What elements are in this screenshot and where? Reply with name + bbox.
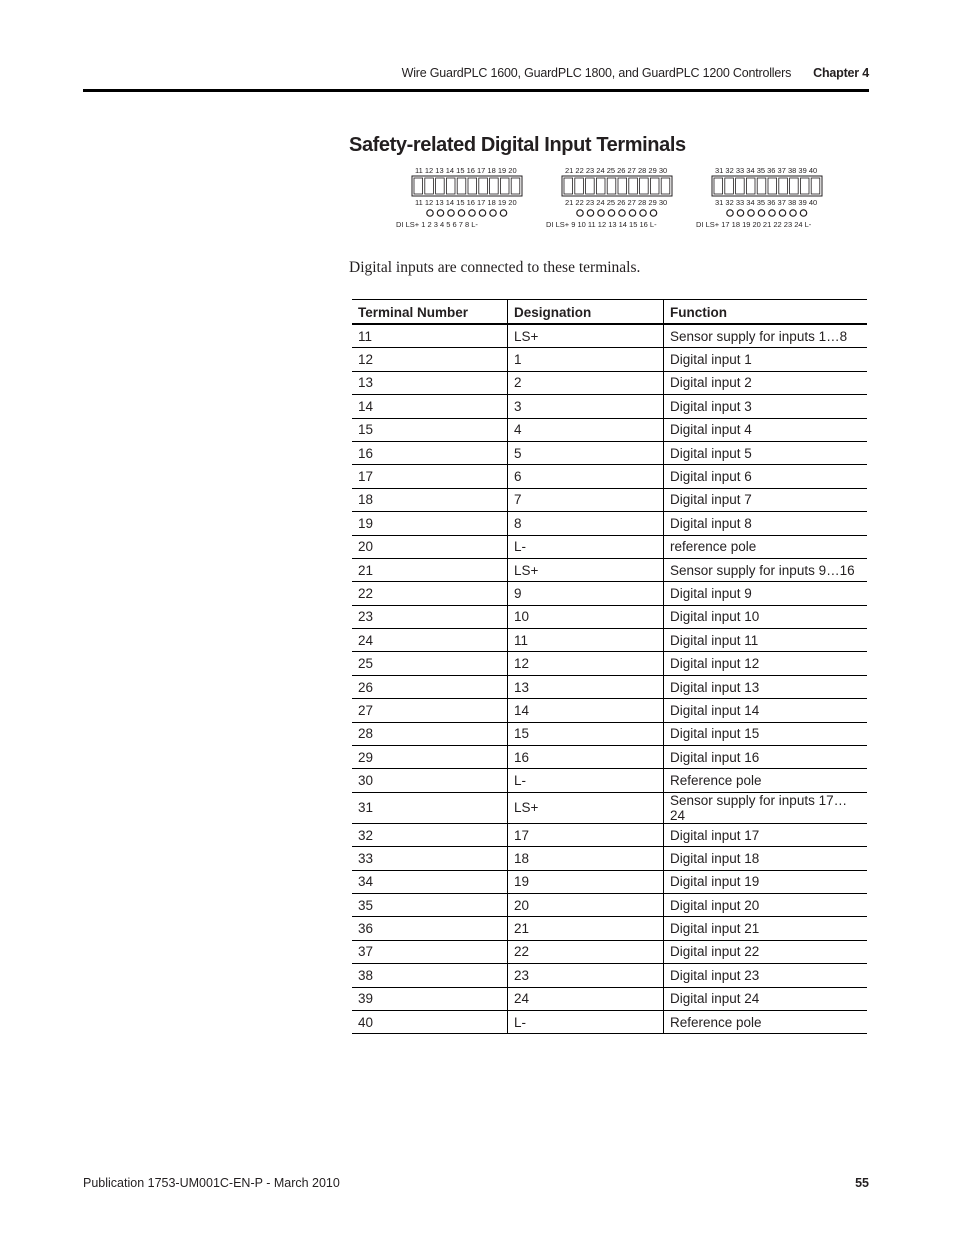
cell-terminal-number: 36	[352, 917, 508, 940]
cell-function: Digital input 22	[664, 940, 868, 963]
cell-function: Digital input 19	[664, 870, 868, 893]
cell-terminal-number: 27	[352, 699, 508, 722]
terminal-slot	[414, 178, 423, 194]
cell-designation: 21	[508, 917, 664, 940]
cell-function: Digital input 7	[664, 488, 868, 511]
table-row	[352, 870, 867, 893]
table-row	[352, 940, 867, 963]
table-row	[352, 987, 867, 1010]
cell-designation: 6	[508, 465, 664, 488]
terminal-slot	[575, 178, 584, 194]
cell-designation: 23	[508, 964, 664, 987]
terminal-signal-label: DI LS+ 9 10 11 12 13 14 15 16 L-	[546, 220, 657, 229]
table-row	[352, 488, 867, 511]
cell-designation: 8	[508, 512, 664, 535]
terminal-block	[546, 166, 672, 229]
terminal-slot	[746, 178, 755, 194]
terminal-slot	[490, 178, 499, 194]
terminal-signal-label: DI LS+ 17 18 19 20 21 22 23 24 L-	[696, 220, 812, 229]
cell-function: Digital input 15	[664, 722, 868, 745]
terminal-slot	[757, 178, 766, 194]
cell-terminal-number: 20	[352, 535, 508, 558]
cell-terminal-number: 24	[352, 629, 508, 652]
terminal-slot	[811, 178, 820, 194]
table-row	[352, 348, 867, 371]
terminal-connector	[427, 210, 433, 216]
cell-function: Sensor supply for inputs 17…24	[664, 792, 868, 823]
table-row	[352, 792, 867, 823]
cell-terminal-number: 13	[352, 371, 508, 394]
terminal-connector	[479, 210, 485, 216]
table-row	[352, 769, 867, 792]
cell-function: Digital input 10	[664, 605, 868, 628]
cell-terminal-number: 21	[352, 558, 508, 581]
cell-designation: 3	[508, 395, 664, 418]
table-row	[352, 535, 867, 558]
terminal-table	[352, 299, 867, 1034]
cell-designation: L-	[508, 535, 664, 558]
terminal-slot	[500, 178, 509, 194]
table-row	[352, 441, 867, 464]
terminal-connector	[629, 210, 635, 216]
terminal-connector	[748, 210, 754, 216]
cell-function: Digital input 18	[664, 847, 868, 870]
terminal-connector	[458, 210, 464, 216]
cell-terminal-number: 23	[352, 605, 508, 628]
table-row	[352, 722, 867, 745]
cell-terminal-number: 22	[352, 582, 508, 605]
terminal-slot	[640, 178, 649, 194]
cell-designation: 16	[508, 746, 664, 769]
terminal-slot	[607, 178, 616, 194]
cell-terminal-number: 28	[352, 722, 508, 745]
terminal-connector	[448, 210, 454, 216]
terminal-block	[696, 166, 822, 229]
terminal-slot	[629, 178, 638, 194]
terminal-slot	[511, 178, 520, 194]
terminal-connector	[608, 210, 614, 216]
terminal-connector	[769, 210, 775, 216]
terminal-slot	[725, 178, 734, 194]
cell-designation: 14	[508, 699, 664, 722]
cell-terminal-number: 40	[352, 1010, 508, 1033]
terminal-slot	[596, 178, 605, 194]
cell-designation: 2	[508, 371, 664, 394]
cell-designation: L-	[508, 769, 664, 792]
terminal-signal-label: DI LS+ 1 2 3 4 5 6 7 8 L-	[396, 220, 478, 229]
cell-designation: 10	[508, 605, 664, 628]
cell-terminal-number: 12	[352, 348, 508, 371]
terminal-connector	[598, 210, 604, 216]
cell-terminal-number: 39	[352, 987, 508, 1010]
cell-function: Digital input 1	[664, 348, 868, 371]
terminal-connector	[500, 210, 506, 216]
table-row	[352, 917, 867, 940]
header-function: Function	[664, 300, 868, 325]
terminal-connector	[640, 210, 646, 216]
cell-function: Digital input 24	[664, 987, 868, 1010]
terminal-slot	[425, 178, 434, 194]
cell-function: Digital input 3	[664, 395, 868, 418]
terminal-connector	[490, 210, 496, 216]
table-row	[352, 699, 867, 722]
cell-function: Digital input 23	[664, 964, 868, 987]
cell-terminal-number: 25	[352, 652, 508, 675]
terminal-slot	[736, 178, 745, 194]
cell-terminal-number: 37	[352, 940, 508, 963]
table-row	[352, 582, 867, 605]
cell-designation: 20	[508, 893, 664, 916]
cell-designation: 19	[508, 870, 664, 893]
table-row	[352, 465, 867, 488]
table-row	[352, 847, 867, 870]
cell-designation: 17	[508, 823, 664, 846]
cell-designation: 15	[508, 722, 664, 745]
table-row	[352, 371, 867, 394]
cell-terminal-number: 16	[352, 441, 508, 464]
cell-designation: 18	[508, 847, 664, 870]
terminal-diagram	[390, 160, 840, 235]
terminal-connector	[779, 210, 785, 216]
running-header	[0, 66, 869, 80]
table-body	[352, 324, 867, 1034]
section-title: Safety-related Digital Input Terminals	[349, 134, 686, 156]
table-row	[352, 746, 867, 769]
cell-terminal-number: 38	[352, 964, 508, 987]
cell-terminal-number: 11	[352, 324, 508, 348]
terminal-connector	[727, 210, 733, 216]
cell-function: Digital input 6	[664, 465, 868, 488]
table-row	[352, 823, 867, 846]
cell-designation: 9	[508, 582, 664, 605]
cell-function: Digital input 21	[664, 917, 868, 940]
cell-terminal-number: 29	[352, 746, 508, 769]
table-row	[352, 324, 867, 348]
header-title: Wire GuardPLC 1600, GuardPLC 1800, and GuardPLC 1200 Controllers	[401, 66, 792, 80]
cell-terminal-number: 30	[352, 769, 508, 792]
terminal-slot	[468, 178, 477, 194]
terminal-bottom-label: 11 12 13 14 15 16 17 18 19 20	[415, 198, 517, 207]
table-row	[352, 512, 867, 535]
header-rule	[83, 89, 869, 92]
terminal-connector	[737, 210, 743, 216]
terminal-slot	[650, 178, 659, 194]
cell-terminal-number: 35	[352, 893, 508, 916]
cell-terminal-number: 19	[352, 512, 508, 535]
terminal-bottom-label: 21 22 23 24 25 26 27 28 29 30	[565, 198, 668, 207]
cell-function: Sensor supply for inputs 1…8	[664, 324, 868, 348]
table-row	[352, 558, 867, 581]
cell-function: Sensor supply for inputs 9…16	[664, 558, 868, 581]
intro-text: Digital inputs are connected to these terminals.	[349, 259, 641, 276]
cell-function: Digital input 20	[664, 893, 868, 916]
terminal-slot	[779, 178, 788, 194]
cell-designation: 22	[508, 940, 664, 963]
cell-terminal-number: 34	[352, 870, 508, 893]
terminal-slot	[768, 178, 777, 194]
table-row	[352, 395, 867, 418]
cell-function: Digital input 9	[664, 582, 868, 605]
page-number: 55	[855, 1176, 869, 1190]
table-row	[352, 605, 867, 628]
cell-function: Digital input 5	[664, 441, 868, 464]
cell-terminal-number: 32	[352, 823, 508, 846]
cell-designation: LS+	[508, 792, 664, 823]
cell-designation: L-	[508, 1010, 664, 1033]
cell-designation: 11	[508, 629, 664, 652]
terminal-slot	[457, 178, 466, 194]
terminal-top-label: 11 12 13 14 15 16 17 18 19 20	[415, 166, 517, 175]
table-row	[352, 652, 867, 675]
table-row	[352, 893, 867, 916]
cell-designation: 4	[508, 418, 664, 441]
terminal-connector	[587, 210, 593, 216]
cell-function: Reference pole	[664, 1010, 868, 1033]
terminal-slot	[586, 178, 595, 194]
table-row	[352, 418, 867, 441]
cell-function: Digital input 4	[664, 418, 868, 441]
cell-terminal-number: 26	[352, 675, 508, 698]
terminal-slot	[800, 178, 809, 194]
cell-terminal-number: 33	[352, 847, 508, 870]
terminal-connector	[758, 210, 764, 216]
terminal-slot	[714, 178, 723, 194]
cell-designation: LS+	[508, 558, 664, 581]
cell-function: Digital input 11	[664, 629, 868, 652]
terminal-connector	[650, 210, 656, 216]
terminal-slot	[618, 178, 627, 194]
header-chapter: Chapter 4	[813, 66, 869, 80]
cell-designation: LS+	[508, 324, 664, 348]
cell-designation: 24	[508, 987, 664, 1010]
terminal-connector	[790, 210, 796, 216]
table-row	[352, 964, 867, 987]
cell-function: Digital input 16	[664, 746, 868, 769]
cell-function: Reference pole	[664, 769, 868, 792]
cell-terminal-number: 14	[352, 395, 508, 418]
terminal-connector	[619, 210, 625, 216]
terminal-slot	[479, 178, 488, 194]
cell-terminal-number: 31	[352, 792, 508, 823]
terminal-connector	[437, 210, 443, 216]
cell-function: Digital input 12	[664, 652, 868, 675]
cell-function: Digital input 8	[664, 512, 868, 535]
terminal-connector	[800, 210, 806, 216]
cell-designation: 13	[508, 675, 664, 698]
terminal-slot	[790, 178, 799, 194]
cell-function: Digital input 14	[664, 699, 868, 722]
cell-terminal-number: 17	[352, 465, 508, 488]
table-row	[352, 629, 867, 652]
terminal-slot	[436, 178, 445, 194]
terminal-slot	[564, 178, 573, 194]
table-row	[352, 675, 867, 698]
terminal-connector	[577, 210, 583, 216]
cell-terminal-number: 18	[352, 488, 508, 511]
header-terminal-number: Terminal Number	[352, 300, 508, 325]
cell-designation: 5	[508, 441, 664, 464]
terminal-block	[396, 166, 522, 229]
terminal-top-label: 31 32 33 34 35 36 37 38 39 40	[715, 166, 818, 175]
terminal-connector	[469, 210, 475, 216]
table-row	[352, 1010, 867, 1033]
table-header-row	[352, 300, 867, 325]
terminal-top-label: 21 22 23 24 25 26 27 28 29 30	[565, 166, 668, 175]
cell-function: reference pole	[664, 535, 868, 558]
cell-function: Digital input 2	[664, 371, 868, 394]
cell-function: Digital input 13	[664, 675, 868, 698]
cell-designation: 7	[508, 488, 664, 511]
footer-publication: Publication 1753-UM001C-EN-P - March 2010	[83, 1176, 340, 1190]
cell-function: Digital input 17	[664, 823, 868, 846]
cell-designation: 12	[508, 652, 664, 675]
terminal-slot	[661, 178, 670, 194]
header-designation: Designation	[508, 300, 664, 325]
terminal-bottom-label: 31 32 33 34 35 36 37 38 39 40	[715, 198, 818, 207]
cell-designation: 1	[508, 348, 664, 371]
cell-terminal-number: 15	[352, 418, 508, 441]
terminal-slot	[446, 178, 455, 194]
